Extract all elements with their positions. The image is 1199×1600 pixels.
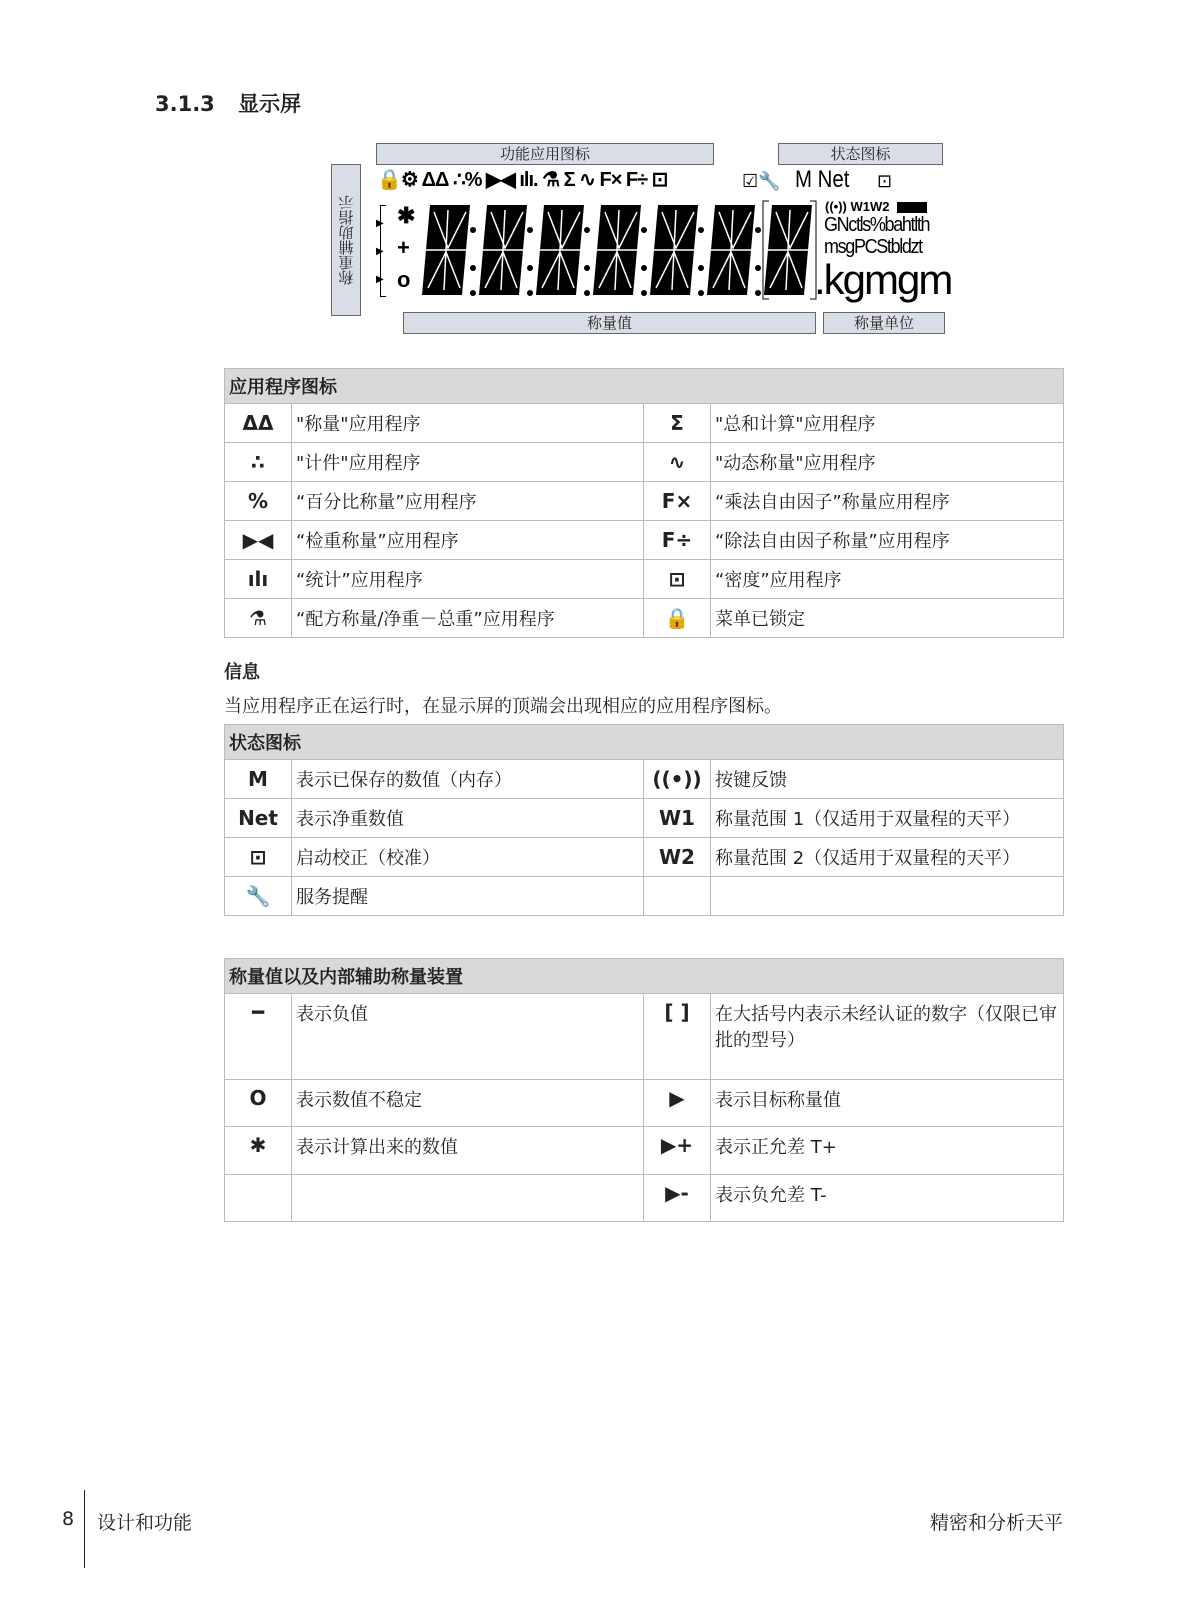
row-icon: Σ	[644, 404, 711, 443]
row-icon	[225, 1175, 292, 1222]
row-icon: ▶◀	[225, 521, 292, 560]
footer-divider	[84, 1490, 85, 1568]
signal-range-indicators	[825, 199, 927, 214]
row-icon: ▶	[644, 1080, 711, 1127]
row-text: “除法自由因子称量”应用程序	[711, 521, 1064, 560]
table-row	[225, 482, 1064, 521]
decimal-dot	[641, 227, 647, 233]
row-text: 表示负值	[292, 994, 644, 1080]
weighing-aid-triangles: ▶ ▶ ▶	[376, 218, 384, 285]
section-heading	[155, 88, 301, 118]
row-icon: ⊡	[644, 560, 711, 599]
row-text: "计件"应用程序	[292, 443, 644, 482]
table-row	[225, 560, 1064, 599]
row-text: 表示负允差 T-	[711, 1175, 1064, 1222]
table-row	[225, 1080, 1064, 1127]
weight-unit-label: 称量单位	[823, 312, 945, 334]
row-icon: ((•))	[644, 760, 711, 799]
decimal-dot	[755, 265, 761, 271]
row-text: 启动校正（校准）	[292, 838, 644, 877]
status-icons-table	[224, 724, 1064, 916]
row-icon: ▶-	[644, 1175, 711, 1222]
decimal-dot	[755, 227, 761, 233]
decimal-dot	[698, 265, 704, 271]
row-icon: M	[225, 760, 292, 799]
table-row	[225, 760, 1064, 799]
table-row	[225, 838, 1064, 877]
row-text: 称量范围 1（仅适用于双量程的天平）	[711, 799, 1064, 838]
table-row	[225, 521, 1064, 560]
units-line-1: GNctls%bahtlth	[824, 214, 930, 236]
row-text	[292, 1175, 644, 1222]
row-text: 服务提醒	[292, 877, 644, 916]
row-text: “统计”应用程序	[292, 560, 644, 599]
row-text: 表示数值不稳定	[292, 1080, 644, 1127]
row-text: 按键反馈	[711, 760, 1064, 799]
row-icon: ∴	[225, 443, 292, 482]
decimal-dot	[584, 227, 590, 233]
section-title: 显示屏	[238, 92, 302, 116]
decimal-dot	[584, 290, 590, 296]
row-icon: ▶+	[644, 1127, 711, 1175]
table-row	[225, 443, 1064, 482]
table-row	[225, 1175, 1064, 1222]
weighing-aid-label: 称重辅助指示	[331, 164, 361, 316]
status-icons-label: 状态图标	[778, 143, 943, 165]
signal-range-text: ((•)) W1W2	[825, 199, 890, 214]
row-icon: ⚗	[225, 599, 292, 638]
units-line-2: msgPCStbldzt	[824, 236, 922, 258]
row-text: “检重称量”应用程序	[292, 521, 644, 560]
row-icon: F×	[644, 482, 711, 521]
table-header: 称量值以及内部辅助称量装置	[225, 959, 1064, 994]
decimal-dot	[584, 265, 590, 271]
decimal-dot	[641, 290, 647, 296]
calibration-icon: ⊡	[877, 171, 893, 191]
row-icon: ∿	[644, 443, 711, 482]
row-text: "动态称量"应用程序	[711, 443, 1064, 482]
function-icons-label: 功能应用图标	[376, 143, 714, 165]
table-row	[225, 994, 1064, 1080]
row-text: "总和计算"应用程序	[711, 404, 1064, 443]
decimal-dot	[698, 290, 704, 296]
row-icon: F÷	[644, 521, 711, 560]
row-text: “乘法自由因子”称量应用程序	[711, 482, 1064, 521]
section-number: 3.1.3	[155, 92, 215, 116]
row-icon: ılı	[225, 560, 292, 599]
row-icon	[644, 877, 711, 916]
row-icon: ⊡	[225, 838, 292, 877]
row-icon: 🔧	[225, 877, 292, 916]
row-icon: %	[225, 482, 292, 521]
row-text	[711, 877, 1064, 916]
row-text: “配方称量/净重－总重”应用程序	[292, 599, 644, 638]
units-line-3: .kgmgm	[814, 256, 952, 303]
table-header: 状态图标	[225, 725, 1064, 760]
row-text: 菜单已锁定	[711, 599, 1064, 638]
info-title: 信息	[224, 662, 260, 683]
battery-icon	[897, 202, 927, 213]
decimal-dot	[470, 290, 476, 296]
application-icons-row: 🔒⚙ ΔΔ ∴% ▶◀ ılı. ⚗ Σ ∿ F× F÷ ⊡	[377, 169, 668, 191]
decimal-dot	[698, 227, 704, 233]
application-icons-table	[224, 368, 1064, 638]
row-text: “密度”应用程序	[711, 560, 1064, 599]
footer-chapter: 设计和功能	[97, 1512, 193, 1534]
decimal-dot	[527, 265, 533, 271]
row-icon: Net	[225, 799, 292, 838]
table-row	[225, 799, 1064, 838]
page-number: 8	[62, 1508, 75, 1530]
table-header: 应用程序图标	[225, 369, 1064, 404]
row-text: 表示目标称量值	[711, 1080, 1064, 1127]
row-icon: 🔒	[644, 599, 711, 638]
table-row	[225, 1127, 1064, 1175]
decimal-dot	[527, 290, 533, 296]
row-icon: ✱	[225, 1127, 292, 1175]
decimal-dot	[527, 227, 533, 233]
weight-value-label: 称量值	[403, 312, 816, 334]
row-icon: O	[225, 1080, 292, 1127]
status-icons: M Net	[795, 166, 850, 193]
row-text: 表示已保存的数值（内存）	[292, 760, 644, 799]
row-text: 称量范围 2（仅适用于双量程的天平）	[711, 838, 1064, 877]
decimal-dot	[641, 265, 647, 271]
indicator-symbols: ✱ + o	[397, 203, 416, 292]
decimal-dot	[755, 290, 761, 296]
row-icon: W2	[644, 838, 711, 877]
row-icon: [ ]	[644, 994, 711, 1080]
row-text: 在大括号内表示未经认证的数字（仅限已审批的型号）	[711, 994, 1064, 1080]
info-text: 当应用程序正在运行时，在显示屏的顶端会出现相应的应用程序图标。	[224, 696, 782, 717]
row-text: 表示计算出来的数值	[292, 1127, 644, 1175]
row-icon: ━	[225, 994, 292, 1080]
decimal-dot	[470, 265, 476, 271]
footer-product: 精密和分析天平	[929, 1512, 1063, 1534]
row-text: "称量"应用程序	[292, 404, 644, 443]
table-row	[225, 877, 1064, 916]
seven-digit-display	[418, 200, 818, 300]
service-icons: ☑🔧	[742, 171, 781, 191]
row-icon: ΔΔ	[225, 404, 292, 443]
weight-value-table	[224, 958, 1064, 1222]
row-text: “百分比称量”应用程序	[292, 482, 644, 521]
row-text: 表示正允差 T+	[711, 1127, 1064, 1175]
row-text: 表示净重数值	[292, 799, 644, 838]
row-icon: W1	[644, 799, 711, 838]
table-row	[225, 599, 1064, 638]
decimal-dot	[470, 227, 476, 233]
table-row	[225, 404, 1064, 443]
